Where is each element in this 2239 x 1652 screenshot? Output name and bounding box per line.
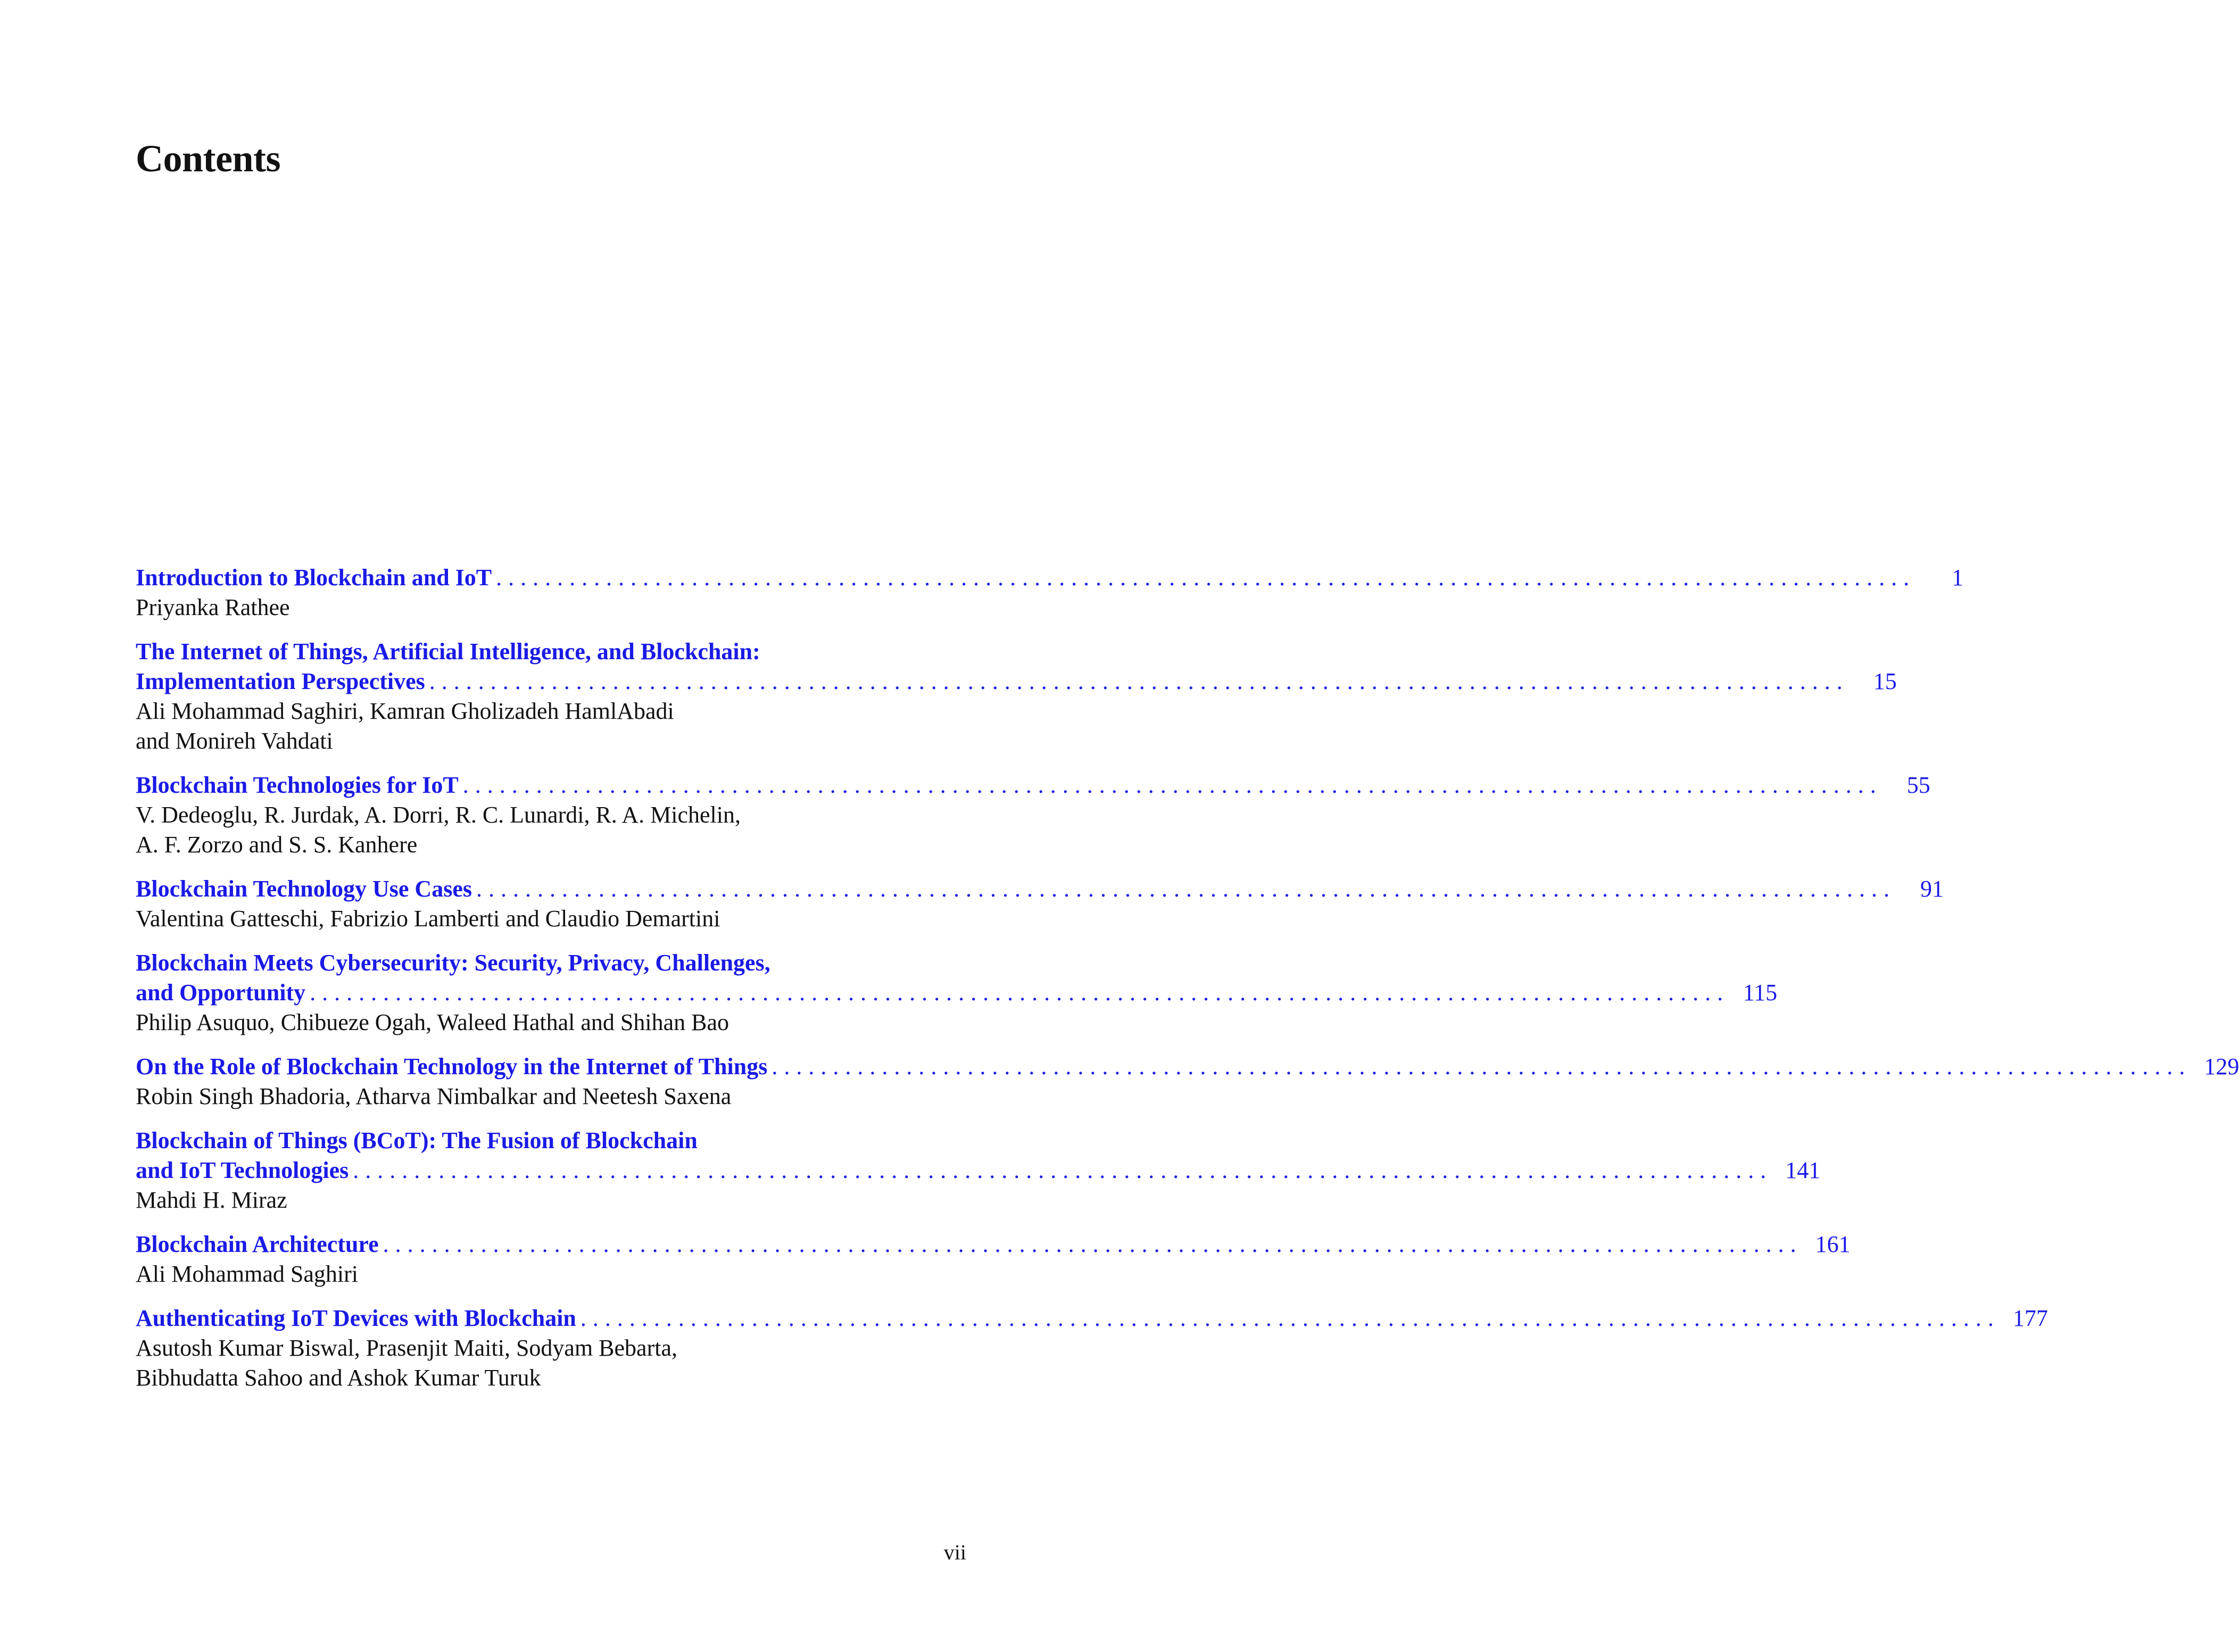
chapter-title-text[interactable]: and IoT Technologies <box>136 1157 349 1183</box>
table-of-contents <box>136 563 2239 1407</box>
dot-leader: .................................................................................................................... <box>772 1053 2192 1080</box>
chapter-title-text[interactable]: Authenticating IoT Devices with Blockchain <box>136 1305 576 1331</box>
chapter-page-number[interactable]: 129 <box>2204 1053 2239 1080</box>
chapter-authors <box>136 1259 966 1289</box>
chapter-page-number[interactable]: 15 <box>1873 668 1897 694</box>
author-line: Ali Mohammad Saghiri <box>136 1261 358 1287</box>
chapter-authors <box>136 1333 966 1393</box>
chapter-authors <box>136 800 966 860</box>
dot-leader: .................................................................................................................... <box>476 876 1896 902</box>
chapter-page-number[interactable]: 55 <box>1906 772 1930 798</box>
chapter-title-line[interactable] <box>136 1230 1851 1259</box>
chapter-title-line[interactable] <box>136 1052 2239 1082</box>
dot-leader: .................................................................................................................... <box>580 1305 2000 1331</box>
chapter-title-line[interactable] <box>136 978 1778 1008</box>
dot-leader: .................................................................................................................... <box>310 979 1730 1006</box>
dot-leader: .................................................................................................................... <box>353 1157 1773 1183</box>
chapter-authors <box>136 1082 966 1111</box>
chapter-title[interactable] <box>136 1304 2048 1333</box>
author-line: Mahdi H. Miraz <box>136 1187 287 1213</box>
chapter-title-line[interactable] <box>136 874 1944 904</box>
author-line: Valentina Gatteschi, Fabrizio Lamberti and Claudio Demartini <box>136 906 720 932</box>
toc-entry <box>136 1304 2048 1393</box>
page-number-folio: vii <box>943 1540 966 1564</box>
dot-leader: .................................................................................................................... <box>383 1231 1803 1257</box>
chapter-title[interactable] <box>136 874 1944 904</box>
chapter-page-number[interactable]: 141 <box>1785 1157 1821 1183</box>
author-line: Philip Asuquo, Chibueze Ogah, Waleed Hathal and Shihan Bao <box>136 1009 729 1035</box>
chapter-page-number[interactable]: 115 <box>1743 979 1778 1006</box>
author-line: Asutosh Kumar Biswal, Prasenjit Maiti, Sodyam Bebarta, <box>136 1335 677 1361</box>
chapter-title-text[interactable]: and Opportunity <box>136 979 306 1006</box>
chapter-authors <box>136 696 966 756</box>
chapter-title-line[interactable] <box>136 1156 1821 1185</box>
toc-entry <box>136 874 1944 934</box>
author-line: and Monireh Vahdati <box>136 728 333 754</box>
chapter-title-line[interactable] <box>136 563 1964 593</box>
toc-entry <box>136 770 1930 860</box>
author-line: V. Dedeoglu, R. Jurdak, A. Dorri, R. C. Lunardi, R. A. Michelin, <box>136 802 741 828</box>
chapter-page-number[interactable]: 161 <box>1815 1231 1851 1257</box>
chapter-title-text[interactable]: On the Role of Blockchain Technology in the Internet of Things <box>136 1053 768 1080</box>
chapter-title[interactable] <box>136 1052 2239 1082</box>
chapter-title-text[interactable]: Blockchain Technology Use Cases <box>136 876 472 902</box>
chapter-title-line[interactable]: Blockchain of Things (BCoT): The Fusion of Blockchain <box>136 1127 698 1153</box>
chapter-title-line[interactable]: Blockchain Meets Cybersecurity: Security, Privacy, Challenges, <box>136 950 770 976</box>
toc-entry <box>136 1126 1821 1215</box>
chapter-title[interactable] <box>136 637 1897 696</box>
author-line: A. F. Zorzo and S. S. Kanhere <box>136 832 418 858</box>
author-line: Robin Singh Bhadoria, Atharva Nimbalkar and Neetesh Saxena <box>136 1083 732 1109</box>
chapter-title-line[interactable] <box>136 1304 2048 1333</box>
chapter-title-text[interactable]: Implementation Perspectives <box>136 668 425 694</box>
chapter-page-number[interactable]: 1 <box>1952 564 1964 591</box>
chapter-title[interactable] <box>136 948 1778 1008</box>
chapter-title-text[interactable]: Blockchain Technologies for IoT <box>136 772 459 798</box>
chapter-page-number[interactable]: 91 <box>1920 876 1944 902</box>
chapter-authors <box>136 1008 966 1037</box>
toc-entry <box>136 948 1778 1037</box>
toc-entry <box>136 1052 2239 1111</box>
chapter-title-text[interactable]: Blockchain Architecture <box>136 1231 379 1257</box>
toc-entry <box>136 563 1964 622</box>
chapter-title-line[interactable]: The Internet of Things, Artificial Intelligence, and Blockchain: <box>136 638 760 665</box>
dot-leader: .................................................................................................................... <box>462 772 1883 798</box>
dot-leader: .................................................................................................................... <box>496 564 1916 591</box>
chapter-authors <box>136 593 966 622</box>
chapter-title[interactable] <box>136 1230 1851 1259</box>
author-line: Ali Mohammad Saghiri, Kamran Gholizadeh HamlAbadi <box>136 698 674 724</box>
chapter-title[interactable] <box>136 770 1930 800</box>
chapter-page-number[interactable]: 177 <box>2012 1305 2048 1331</box>
chapter-title-line[interactable] <box>136 667 1897 696</box>
toc-entry <box>136 1230 1851 1289</box>
chapter-authors <box>136 904 966 934</box>
page-title: Contents <box>136 137 281 180</box>
dot-leader: .................................................................................................................... <box>429 668 1849 694</box>
chapter-authors <box>136 1185 966 1215</box>
chapter-title[interactable] <box>136 563 1964 593</box>
toc-entry <box>136 637 1897 756</box>
chapter-title-line[interactable] <box>136 770 1930 800</box>
chapter-title-text[interactable]: Introduction to Blockchain and IoT <box>136 564 492 591</box>
author-line: Priyanka Rathee <box>136 594 290 620</box>
author-line: Bibhudatta Sahoo and Ashok Kumar Turuk <box>136 1365 541 1391</box>
chapter-title[interactable] <box>136 1126 1821 1185</box>
